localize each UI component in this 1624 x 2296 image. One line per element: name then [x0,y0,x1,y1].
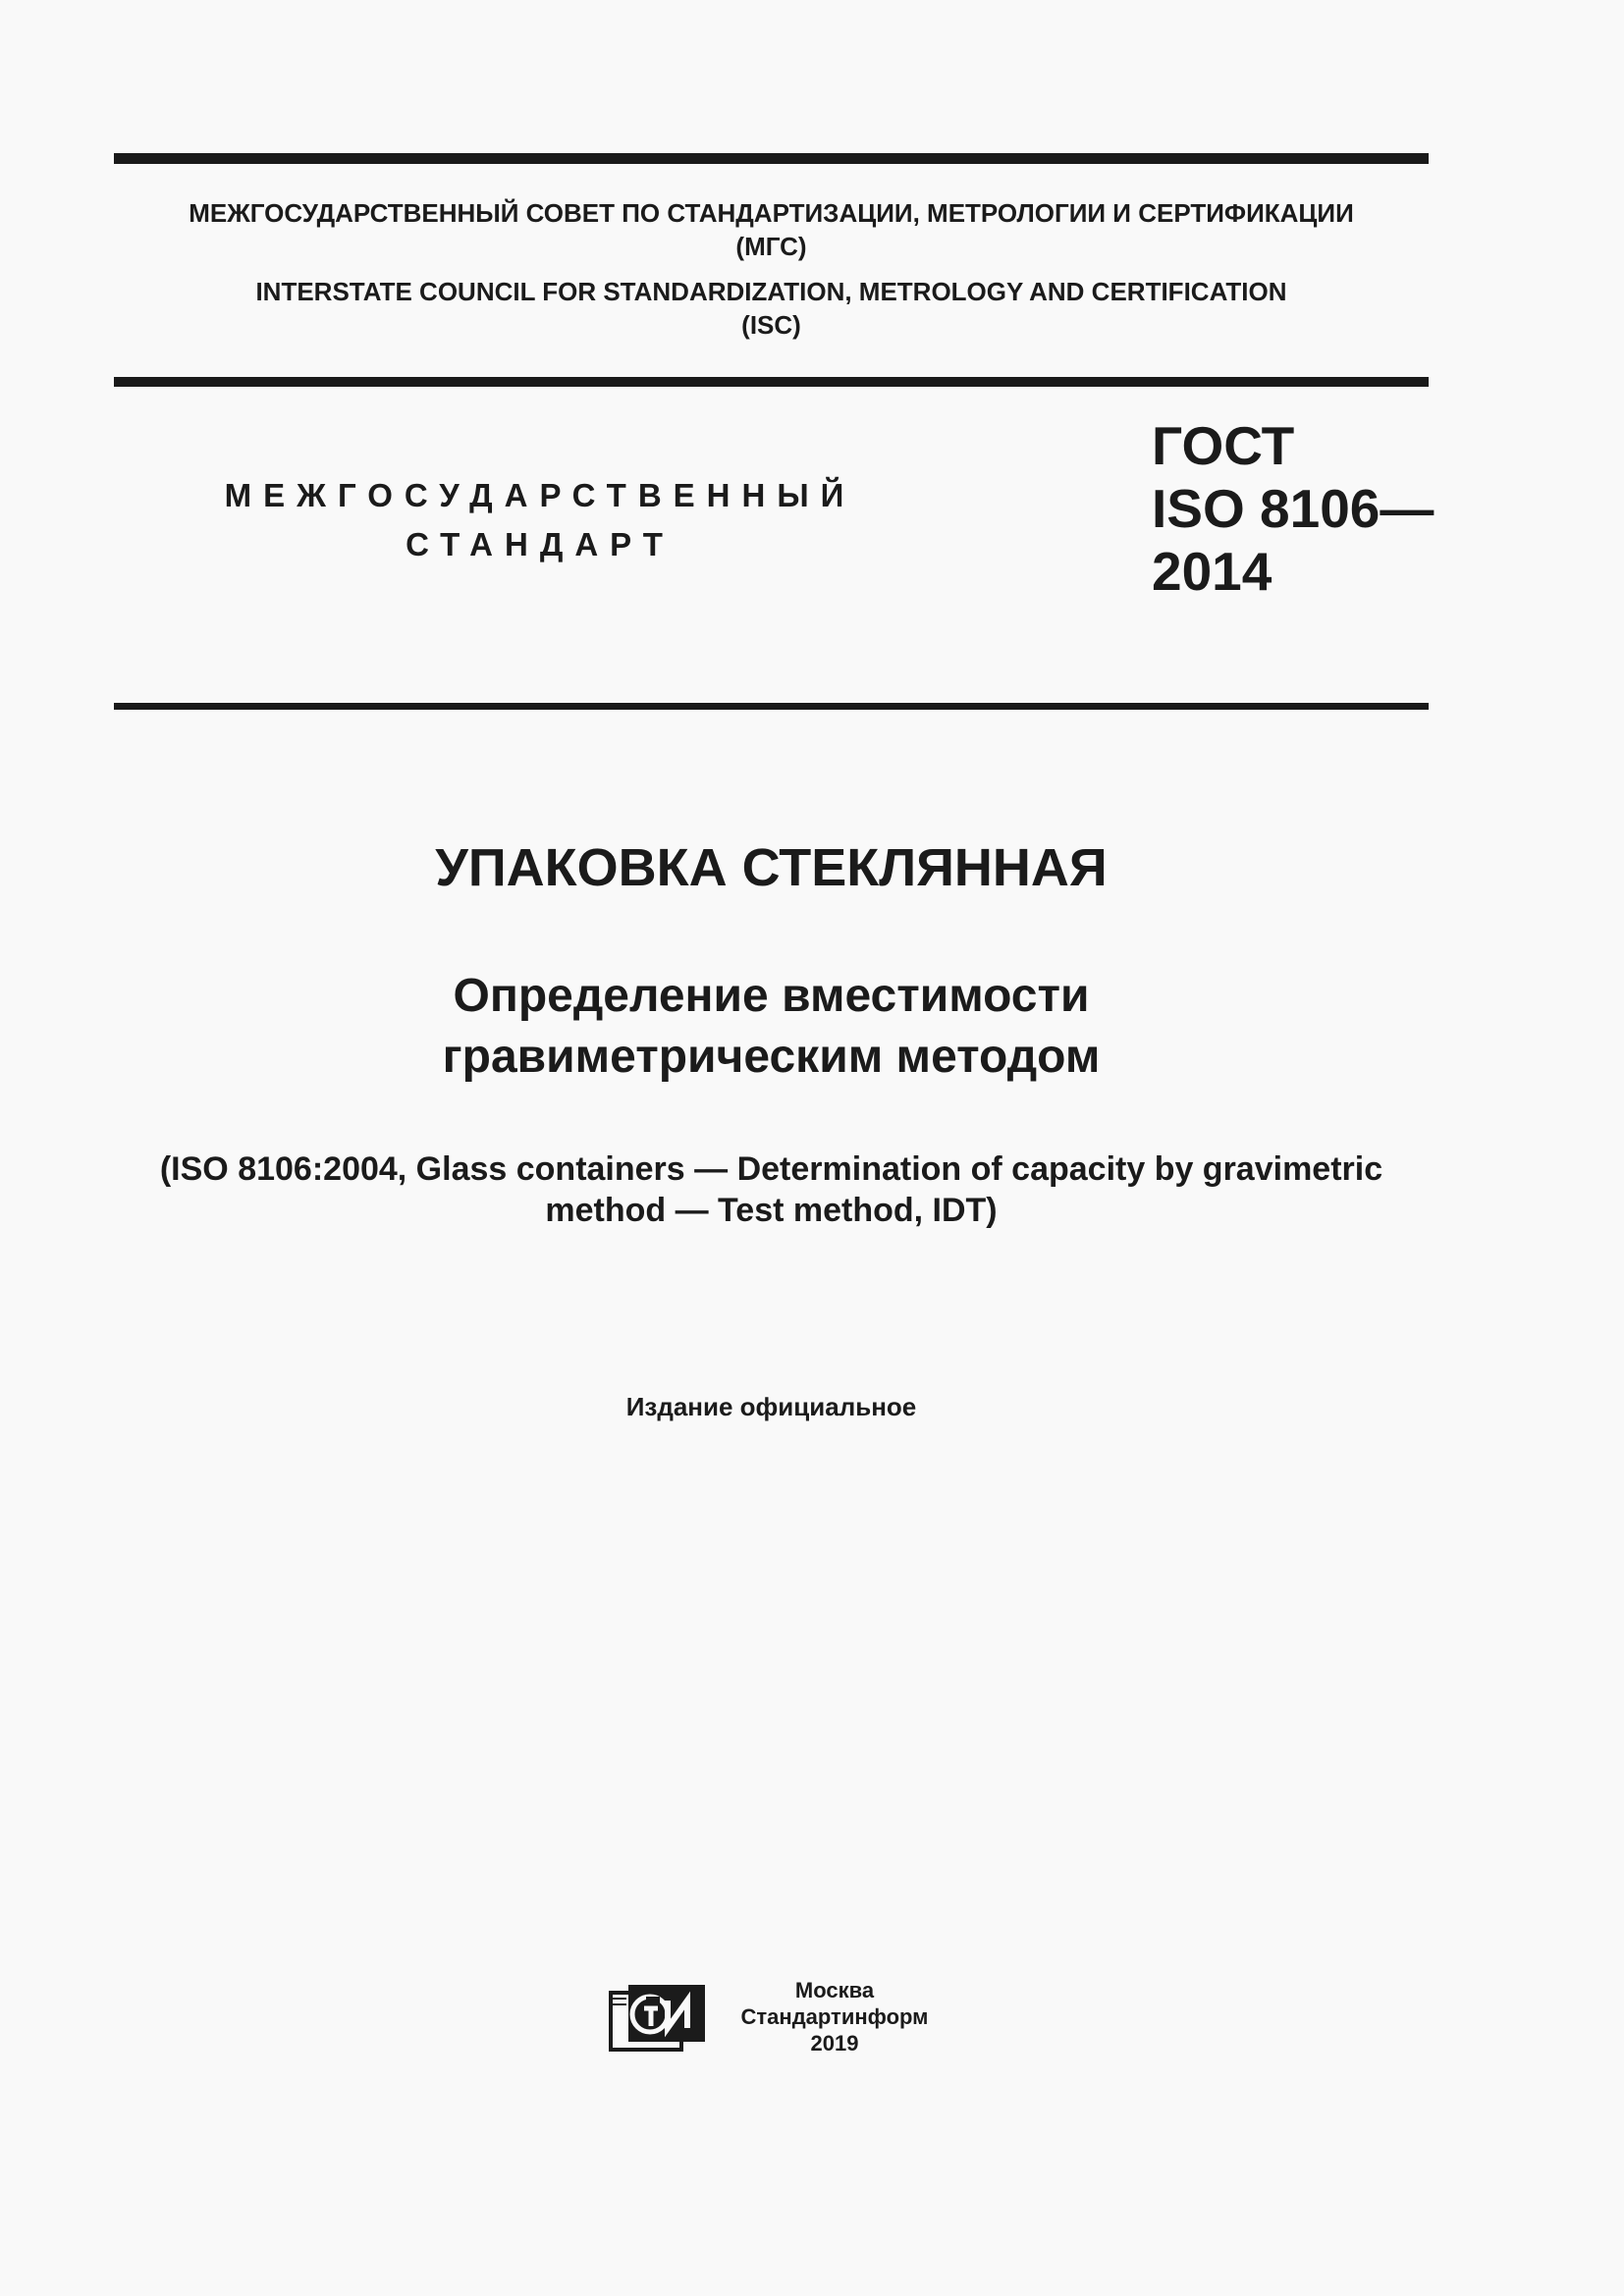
council-name-ru [114,196,1429,263]
document-subtitle [114,966,1429,1088]
subtitle-line1: Определение вместимости [453,970,1090,1022]
council-abbrev-ru: (МГС) [735,232,807,261]
designation-line2: ISO 8106— [1152,478,1435,539]
standard-type-line1: МЕЖГОСУДАРСТВЕННЫЙ [224,477,856,513]
edition-note: Издание официальное [625,1392,917,1421]
iso-reference-line1: (ISO 8106:2004, Glass containers — Determination of capacity by gravimetric [159,1150,1383,1188]
iso-reference-line2: method — Test method, IDT) [545,1192,998,1229]
publication-year: 2019 [810,2031,859,2056]
document-title: УПАКОВКА СТЕКЛЯННАЯ [435,838,1108,897]
iso-reference [114,1148,1429,1231]
standard-type-line2: СТАНДАРТ [406,526,675,562]
publisher-city: Москва [794,1978,875,2002]
standard-type [196,471,884,569]
bottom-rule [114,703,1429,710]
designation-line1: ГОСТ [1152,415,1295,476]
publisher-block [707,1977,962,2056]
council-name-en [114,275,1429,342]
middle-rule [114,377,1429,387]
designation-line3: 2014 [1152,541,1272,602]
standartinform-logo-icon [609,1979,707,2052]
publisher-name: Стандартинформ [740,2004,929,2029]
standard-designation [1152,414,1434,603]
council-name-en-line1: INTERSTATE COUNCIL FOR STANDARDIZATION, METROLOGY AND CERTIFICATION [255,277,1287,306]
council-name-ru-line1: МЕЖГОСУДАРСТВЕННЫЙ СОВЕТ ПО СТАНДАРТИЗАЦИИ, МЕТРОЛОГИИ И СЕРТИФИКАЦИИ [189,198,1354,228]
council-abbrev-en: (ISC) [741,310,801,340]
top-rule [114,153,1429,164]
subtitle-line2: гравиметрическим методом [442,1031,1101,1083]
